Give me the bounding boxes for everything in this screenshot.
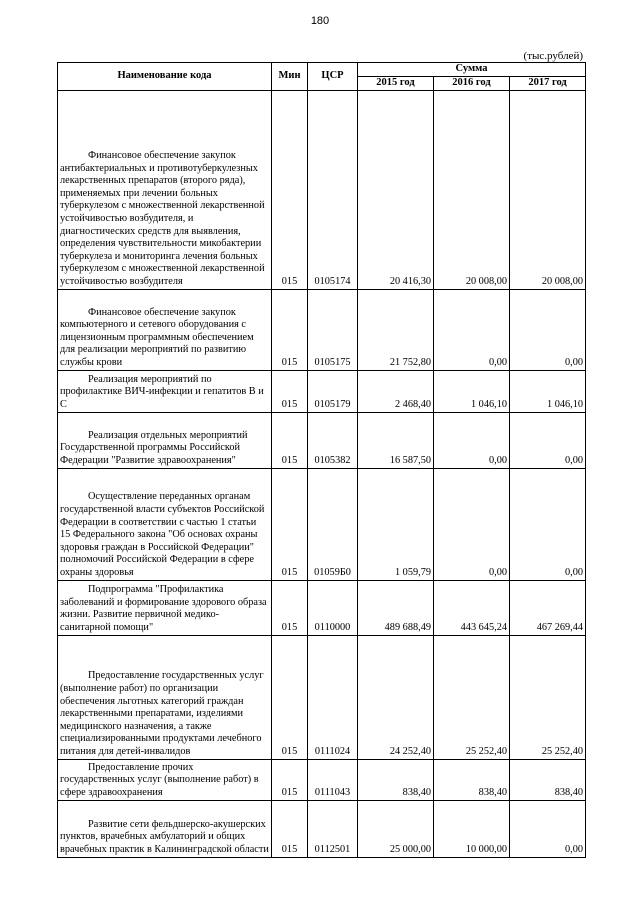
row-2016: 20 008,00 <box>434 90 510 289</box>
row-min: 015 <box>272 635 308 759</box>
table-row <box>58 289 586 370</box>
row-2016: 443 645,24 <box>434 580 510 635</box>
row-2017: 0,00 <box>510 800 586 857</box>
row-min: 015 <box>272 468 308 580</box>
row-2017: 467 269,44 <box>510 580 586 635</box>
row-name: Финансовое обеспечение закупок антибактериальных и противотуберкулезных лекарственных препаратов (второго ряда), применяемых при лечении больных туберкулезом с множественной лекарственной устойчивостью возбудителя, и диагностических средств для выявления, определения чувствительности микобактерии туберкулеза и мониторинга лечения больных туберкулезом с множественной лекарственной устойчивостью возбудителя <box>60 150 265 287</box>
row-2017: 0,00 <box>510 468 586 580</box>
header-min: Мин <box>272 63 308 91</box>
table-row <box>58 800 586 857</box>
row-2017: 0,00 <box>510 289 586 370</box>
row-2016: 0,00 <box>434 468 510 580</box>
units-label: (тыс.рублей) <box>523 50 583 62</box>
row-2017: 838,40 <box>510 759 586 800</box>
header-sum: Сумма <box>358 63 586 77</box>
row-name: Развитие сети фельдшерско-акушерских пунктов, врачебных амбулаторий и общих врачебных практик в Калининградской области <box>60 818 269 855</box>
table-row <box>58 468 586 580</box>
table-row <box>58 759 586 800</box>
header-2015: 2015 год <box>358 77 434 91</box>
row-csr: 0105179 <box>308 370 358 412</box>
row-2015: 21 752,80 <box>358 289 434 370</box>
row-2015: 20 416,30 <box>358 90 434 289</box>
row-min: 015 <box>272 90 308 289</box>
row-2016: 0,00 <box>434 289 510 370</box>
row-name: Реализация отдельных мероприятий Государственной программы Российской Федерации "Развитие здравоохранения" <box>60 429 248 466</box>
row-csr: 0110000 <box>308 580 358 635</box>
row-csr: 0105382 <box>308 412 358 468</box>
table-row <box>58 90 586 289</box>
row-2015: 1 059,79 <box>358 468 434 580</box>
row-csr: 0111024 <box>308 635 358 759</box>
row-2015: 2 468,40 <box>358 370 434 412</box>
row-csr: 0111043 <box>308 759 358 800</box>
row-2016: 838,40 <box>434 759 510 800</box>
row-min: 015 <box>272 759 308 800</box>
row-2017: 0,00 <box>510 412 586 468</box>
row-2017: 25 252,40 <box>510 635 586 759</box>
table-row <box>58 370 586 412</box>
page-number: 180 <box>310 15 330 27</box>
row-2015: 16 587,50 <box>358 412 434 468</box>
row-csr: 01059Б0 <box>308 468 358 580</box>
table-row <box>58 412 586 468</box>
row-name: Подпрограмма "Профилактика заболеваний и формирование здорового образа жизни. Развитие первичной медико-санитарной помощи" <box>60 584 267 633</box>
header-2017: 2017 год <box>510 77 586 91</box>
row-2015: 24 252,40 <box>358 635 434 759</box>
row-2016: 1 046,10 <box>434 370 510 412</box>
row-min: 015 <box>272 412 308 468</box>
row-csr: 0105175 <box>308 289 358 370</box>
row-csr: 0112501 <box>308 800 358 857</box>
row-name: Осуществление переданных органам государственной власти субъектов Российской Федерации в соответствии с частью 1 статьи 15 Федерального закона "Об основах охраны здоровья граждан в Российской Федерации" полномочий Российской Федерации в сфере охраны здоровья <box>60 491 265 578</box>
table-row <box>58 635 586 759</box>
row-name: Предоставление прочих государственных услуг (выполнение работ) в сфере здравоохранения <box>60 761 259 798</box>
row-2017: 1 046,10 <box>510 370 586 412</box>
row-2016: 0,00 <box>434 412 510 468</box>
row-csr: 0105174 <box>308 90 358 289</box>
row-2017: 20 008,00 <box>510 90 586 289</box>
row-min: 015 <box>272 370 308 412</box>
row-name: Финансовое обеспечение закупок компьютерного и сетевого оборудования с лицензионным программным обеспечением для реализации мероприятий по развитию службы крови <box>60 306 254 368</box>
row-min: 015 <box>272 580 308 635</box>
row-min: 015 <box>272 800 308 857</box>
table-row <box>58 580 586 635</box>
row-2015: 489 688,49 <box>358 580 434 635</box>
row-2015: 25 000,00 <box>358 800 434 857</box>
header-csr: ЦСР <box>308 63 358 91</box>
row-name: Предоставление государственных услуг (выполнение работ) по организации обеспечения льготных категорий граждан лекарственными препаратами, изделиями медицинского назначения, а также специализированными продуктами лечебного питания для детей-инвалидов <box>60 670 264 757</box>
row-name: Реализация мероприятий по профилактике ВИЧ-инфекции и гепатитов В и С <box>60 373 264 410</box>
header-name: Наименование кода <box>58 63 272 91</box>
row-min: 015 <box>272 289 308 370</box>
header-2016: 2016 год <box>434 77 510 91</box>
row-2016: 10 000,00 <box>434 800 510 857</box>
row-2016: 25 252,40 <box>434 635 510 759</box>
row-2015: 838,40 <box>358 759 434 800</box>
budget-table <box>57 62 586 858</box>
